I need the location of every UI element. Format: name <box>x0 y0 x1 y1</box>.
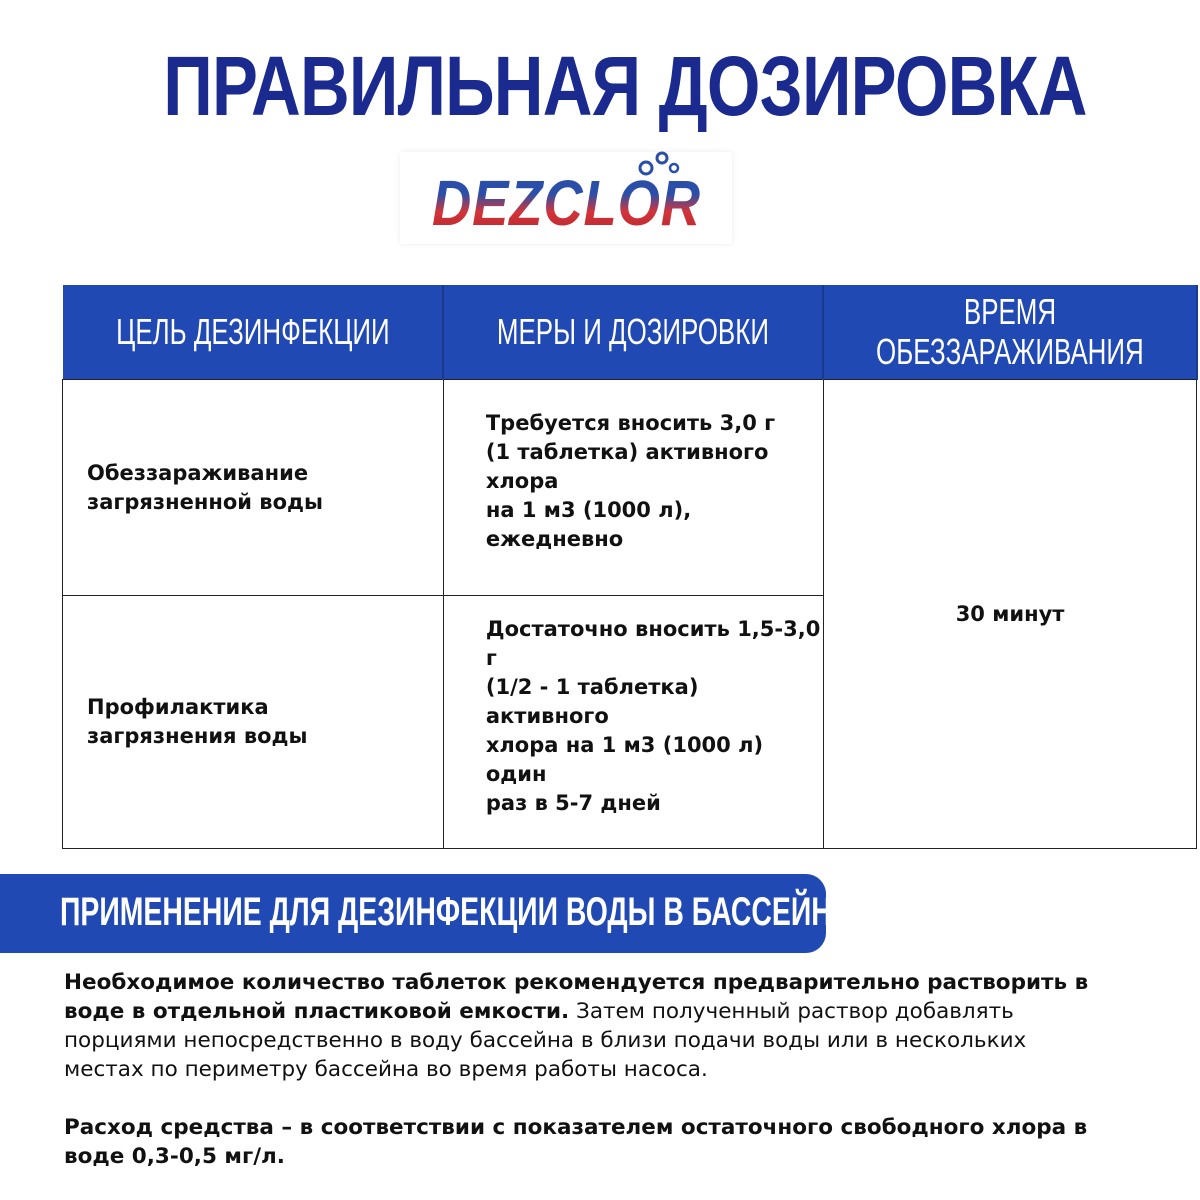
instructions-paragraph: Необходимое количество таблеток рекомендуется предварительно растворить в воде в отдельной пластиковой емкости. Затем полученный раствор добавлять порциями непосредственно в воду бассейна в близи подачи воды или в нескольких местах по периметру бассейна во время работы насоса. <box>64 970 1089 1082</box>
time-cell: 30 минут <box>823 380 1197 849</box>
table-row <box>63 380 1197 596</box>
page-title: ПРАВИЛЬНАЯ ДОЗИРОВКА <box>163 39 1087 133</box>
section-banner-title: ПРИМЕНЕНИЕ ДЛЯ ДЕЗИНФЕКЦИИ ВОДЫ В БАССЕЙНЕ <box>60 890 851 934</box>
header-dose: МЕРЫ И ДОЗИРОВКИ <box>443 285 823 380</box>
goal-cell: Профилактика загрязнения воды <box>63 596 444 849</box>
brand-logo <box>400 152 732 244</box>
section-banner <box>0 874 851 953</box>
bubbles-icon <box>632 150 692 180</box>
dosage-table <box>62 285 1198 849</box>
table-header-row <box>63 285 1197 380</box>
brand-logo-text: DEZCLOR <box>432 167 701 239</box>
header-goal: ЦЕЛЬ ДЕЗИНФЕКЦИИ <box>63 285 444 380</box>
dose-cell: Достаточно вносить 1,5-3,0 г (1/2 - 1 таблетка) активного хлора на 1 м3 (1000 л) один раз в 5-7 дней <box>443 596 823 849</box>
consumption-paragraph: Расход средства – в соответствии с показателем остаточного свободного хлора в воде 0,3-0,5 мг/л. <box>64 1115 1088 1169</box>
dose-cell: Требуется вносить 3,0 г (1 таблетка) активного хлора на 1 м3 (1000 л), ежедневно <box>443 380 823 596</box>
goal-cell: Обеззараживание загрязненной воды <box>63 380 444 596</box>
header-time: ВРЕМЯ ОБЕЗЗАРАЖИВАНИЯ <box>823 285 1197 380</box>
